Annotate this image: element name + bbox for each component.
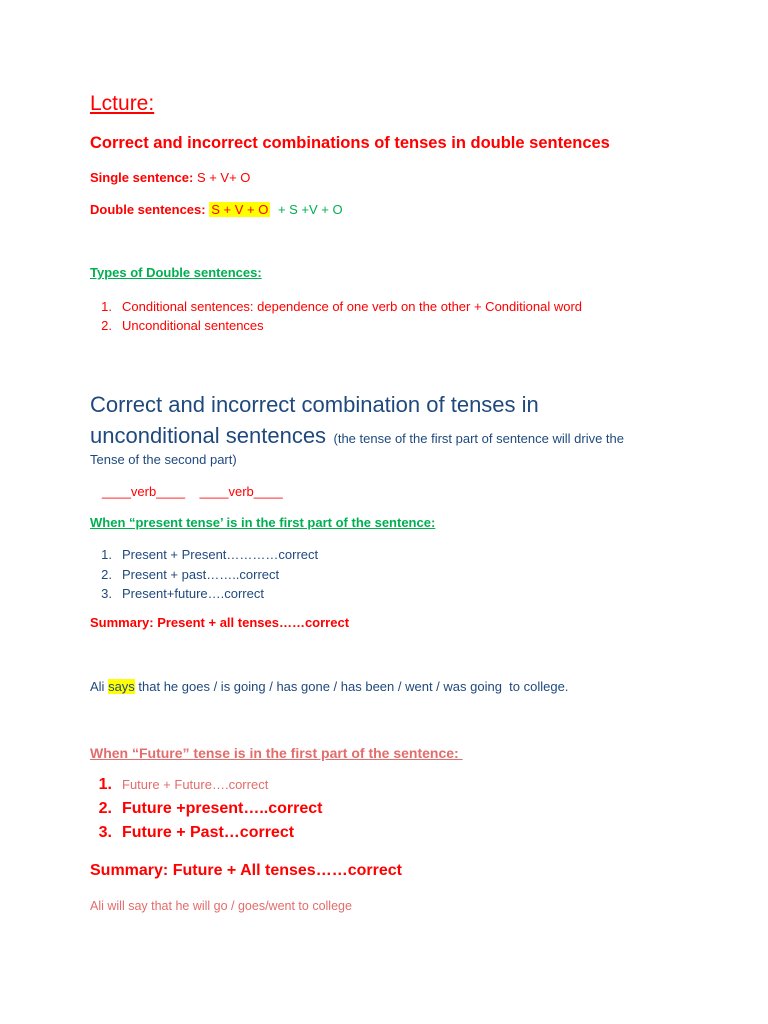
main-title: Correct and incorrect combinations of tenses in double sentences xyxy=(90,134,610,152)
types-heading: Types of Double sentences: xyxy=(90,265,262,280)
single-sentence-formula: S + V+ O xyxy=(196,170,251,185)
double-sentences-line xyxy=(90,202,343,217)
list-item: 2. Present + past……..correct xyxy=(101,566,280,582)
list-item: 2. Unconditional sentences xyxy=(101,318,264,333)
section-heading-note-cont: Tense of the second part) xyxy=(90,452,237,467)
future-list xyxy=(90,776,323,848)
present-example: Ali says that he goes / is going / has gone / has been / went / was going to college. xyxy=(90,679,569,694)
verb-pattern: ____verb____ ____verb____ xyxy=(102,484,283,499)
single-sentence-label: Single sentence: xyxy=(90,170,194,185)
highlighted-verb: says xyxy=(108,679,135,694)
future-heading: When “Future” tense is in the first part of the sentence: xyxy=(90,745,463,761)
double-sentences-label: Double sentences: xyxy=(90,202,206,217)
section-heading-note: (the tense of the first part of sentence will drive the xyxy=(333,431,624,446)
list-item: 3. Future + Past…correct xyxy=(98,824,295,841)
list-item: 1. Conditional sentences: dependence of one verb on the other + Conditional word xyxy=(101,299,583,314)
present-summary: Summary: Present + all tenses……correct xyxy=(90,615,350,630)
list-item: 1. Future + Future….correct xyxy=(98,776,269,793)
lecture-heading: Lcture: xyxy=(90,92,155,115)
section-heading-line2 xyxy=(90,423,624,449)
list-item: 2. Future +present…..correct xyxy=(98,800,323,817)
list-item: 1. Present + Present…………correct xyxy=(101,547,319,562)
future-summary: Summary: Future + All tenses……correct xyxy=(90,862,402,879)
present-heading: When “present tense’ is in the first part of the sentence: xyxy=(90,515,436,530)
types-list xyxy=(90,297,582,335)
double-formula-highlighted: S + V + O xyxy=(211,202,269,217)
double-formula-second: + S +V + O xyxy=(277,202,343,217)
single-sentence-line xyxy=(90,170,250,185)
future-example: Ali will say that he will go / goes/went to college xyxy=(90,899,352,913)
section-heading-line1: Correct and incorrect combination of tenses in xyxy=(90,392,539,417)
section-heading-text: unconditional sentences xyxy=(90,423,327,448)
list-item: 3. Present+future….correct xyxy=(101,586,264,601)
present-list xyxy=(90,545,318,604)
